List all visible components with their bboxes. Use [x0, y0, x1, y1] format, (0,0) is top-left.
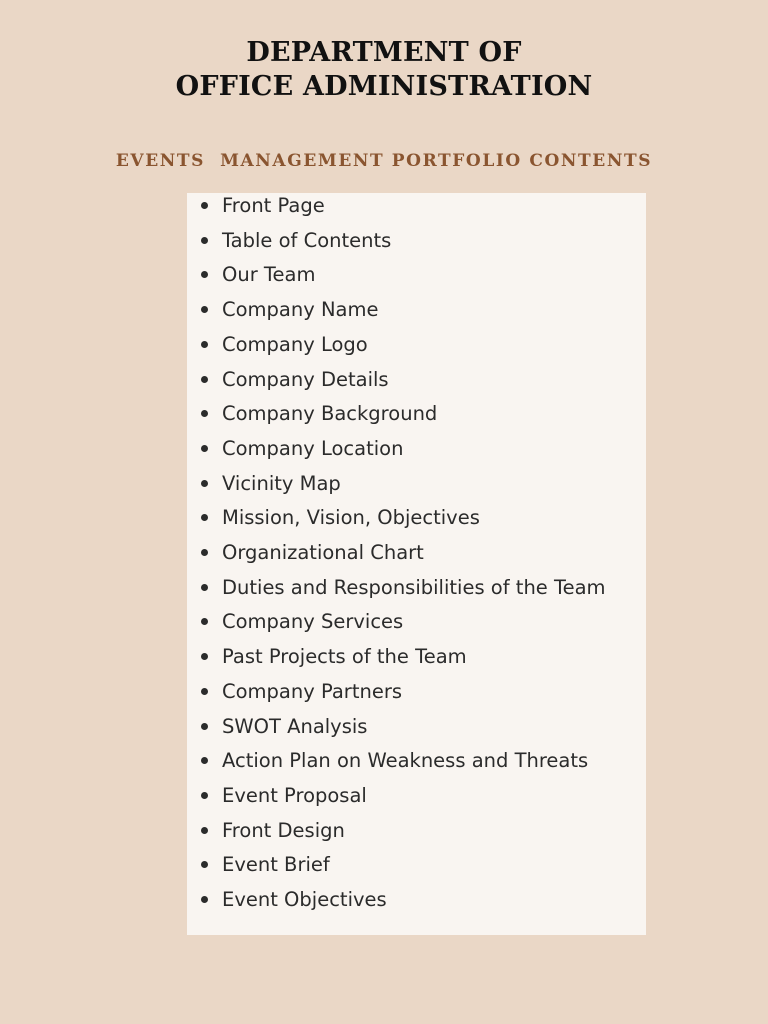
contents-item-label: Company Logo — [222, 332, 368, 356]
contents-list-item — [187, 712, 646, 742]
page-title — [0, 36, 768, 104]
contents-item-label: Event Brief — [222, 853, 330, 877]
contents-list-item — [187, 191, 646, 221]
contents-item-label: Company Name — [222, 298, 379, 322]
bullet-icon — [201, 688, 208, 695]
contents-list-item — [187, 885, 646, 915]
bullet-icon — [201, 653, 208, 660]
contents-item-label: Company Services — [222, 610, 404, 634]
bullet-icon — [201, 202, 208, 209]
bullet-icon — [201, 306, 208, 313]
contents-list-item — [187, 469, 646, 499]
bullet-icon — [201, 792, 208, 799]
bullet-icon — [201, 896, 208, 903]
contents-list-item — [187, 260, 646, 290]
contents-list-item — [187, 434, 646, 464]
contents-list-item — [187, 746, 646, 776]
bullet-icon — [201, 480, 208, 487]
contents-list-item — [187, 781, 646, 811]
bullet-icon — [201, 618, 208, 625]
bullet-icon — [201, 445, 208, 452]
bullet-icon — [201, 549, 208, 556]
bullet-icon — [201, 271, 208, 278]
contents-list-item — [187, 538, 646, 568]
contents-item-label: Vicinity Map — [222, 471, 341, 495]
portfolio-subtitle: EVENTS MANAGEMENT PORTFOLIO CONTENTS — [115, 151, 653, 171]
bullet-icon — [201, 376, 208, 383]
bullet-icon — [201, 410, 208, 417]
bullet-icon — [201, 827, 208, 834]
contents-list-item — [187, 607, 646, 637]
contents-item-label: Company Details — [222, 367, 389, 391]
contents-list-item — [187, 816, 646, 846]
bullet-icon — [201, 584, 208, 591]
contents-item-label: Mission, Vision, Objectives — [222, 506, 480, 530]
bullet-icon — [201, 723, 208, 730]
contents-item-label: Duties and Responsibilities of the Team — [222, 575, 606, 599]
contents-item-label: Table of Contents — [222, 228, 392, 252]
contents-item-label: Our Team — [222, 263, 316, 287]
bullet-icon — [201, 861, 208, 868]
contents-list-item — [187, 226, 646, 256]
contents-item-label: Event Objectives — [222, 888, 387, 911]
contents-list-item — [187, 365, 646, 395]
contents-item-label: Company Location — [222, 436, 404, 460]
bullet-icon — [201, 757, 208, 764]
contents-item-label: Action Plan on Weakness and Threats — [222, 749, 589, 773]
contents-list-item — [187, 573, 646, 603]
contents-list-item — [187, 330, 646, 360]
contents-list-item — [187, 503, 646, 533]
bullet-icon — [201, 341, 208, 348]
bullet-icon — [201, 237, 208, 244]
bullet-icon — [201, 514, 208, 521]
contents-list-item — [187, 295, 646, 325]
page-title-line-1: DEPARTMENT OF — [246, 37, 522, 68]
page-title-line-2: OFFICE ADMINISTRATION — [175, 71, 593, 102]
contents-item-label: Front Page — [222, 194, 325, 217]
contents-item-label: SWOT Analysis — [222, 714, 368, 738]
contents-list-item — [187, 642, 646, 672]
contents-item-label: Event Proposal — [222, 783, 367, 807]
contents-list-item — [187, 399, 646, 429]
contents-item-label: Front Design — [222, 818, 345, 842]
contents-list-item — [187, 677, 646, 707]
contents-item-label: Company Partners — [222, 679, 402, 703]
contents-item-label: Organizational Chart — [222, 541, 424, 564]
contents-item-label: Past Projects of the Team — [222, 645, 467, 669]
contents-item-label: Company Background — [222, 402, 438, 426]
contents-panel — [187, 193, 646, 935]
contents-list-item — [187, 850, 646, 880]
